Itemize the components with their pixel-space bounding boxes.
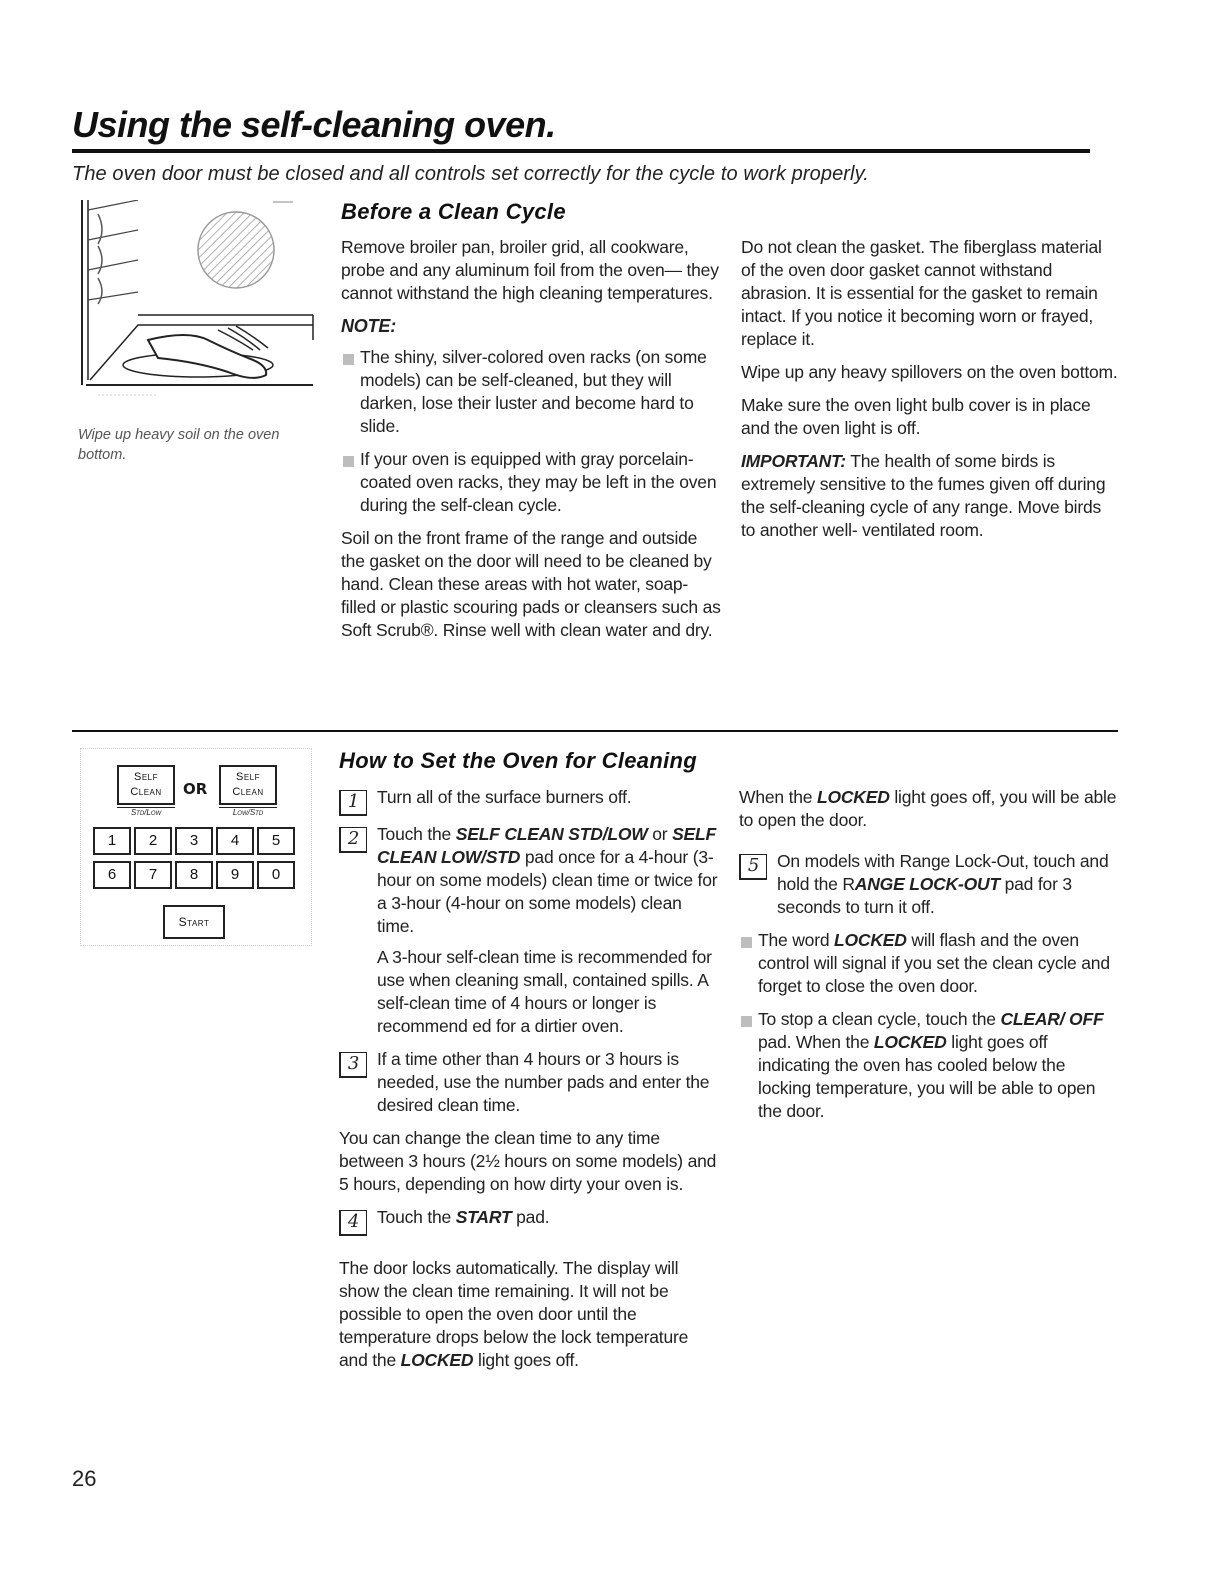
note-bullet-2-text: If your oven is equipped with gray porcelain-coated oven racks, they may be left in the oven during the self-clean cycle. <box>360 449 717 515</box>
oven-wipe-illustration <box>78 200 318 400</box>
number-key-0: 0 <box>257 861 295 889</box>
step-2 <box>339 823 719 1038</box>
key-label: Self <box>133 771 158 783</box>
number-key-3: 3 <box>175 827 213 855</box>
text-run: Touch the <box>377 824 456 844</box>
low-std-sublabel: Low/Std <box>219 807 277 817</box>
text-run: light goes off indicating the oven has cooled below the locking temperature, you will be able to open the door. <box>758 1032 1096 1121</box>
step-3 <box>339 1048 719 1117</box>
key-label: Clean <box>130 786 162 798</box>
gasket-paragraph: Do not clean the gasket. The fiberglass material of the oven door gasket cannot withstand abrasion. It is essential for the gasket to remain intact. If you notice it becoming worn or frayed, replace it. <box>741 237 1102 349</box>
note-bullet-1 <box>341 346 721 438</box>
step-number-badge: 1 <box>339 790 367 816</box>
text-run: or <box>647 824 673 844</box>
figure-caption: Wipe up heavy soil on the oven bottom. <box>78 427 280 463</box>
number-key-6: 6 <box>93 861 131 889</box>
title-rule <box>72 149 1090 153</box>
number-key-7: 7 <box>134 861 172 889</box>
keyword: SELF CLEAN LOW/STD <box>377 824 716 867</box>
key-label: Clean <box>232 786 264 798</box>
page-number: 26 <box>72 1466 97 1491</box>
note-bullet-2 <box>341 448 721 517</box>
note-label: NOTE: <box>341 316 396 336</box>
keyword: START <box>455 1207 512 1227</box>
self-clean-low-std-key <box>219 765 277 805</box>
bullet-square-icon <box>741 1016 752 1027</box>
text-run: light goes off. <box>473 1350 579 1370</box>
stop-cycle-bullet <box>739 1008 1119 1123</box>
howto-right-column <box>739 786 1119 1133</box>
bullet-square-icon <box>343 456 354 467</box>
text-run: light goes off, you will be able to open the door. <box>739 787 1117 830</box>
text-run: The word <box>758 930 835 950</box>
text-run: will flash and the oven control will signal if you set the clean cycle and forget to close the oven door. <box>758 930 1110 996</box>
number-key-2: 2 <box>134 827 172 855</box>
text-run: pad once for a 4-hour (3-hour on some models) clean time or twice for a 3-hour (4-hour on some models) clean time. <box>377 847 718 936</box>
step-4-text <box>377 1206 719 1229</box>
step-3-text: If a time other than 4 hours or 3 hours is needed, use the number pads and enter the desired clean time. <box>377 1049 710 1115</box>
or-label: OR <box>183 780 208 798</box>
step-number-badge: 5 <box>739 854 767 880</box>
before-paragraph-2: Soil on the front frame of the range and outside the gasket on the door will need to be cleaned by hand. Clean these areas with hot water, soap-filled or plastic scouring pads or cleansers such as Soft Scrub®. Rinse well with clean water and dry. <box>341 528 721 640</box>
howto-left-column <box>339 786 719 1382</box>
keyword: LOCKED <box>816 787 890 807</box>
std-low-sublabel: Std/Low <box>117 807 175 817</box>
before-right-column <box>741 236 1119 552</box>
important-label: IMPORTANT: <box>741 451 846 471</box>
spillover-paragraph: Wipe up any heavy spillovers on the oven bottom. <box>741 362 1118 382</box>
section-rule <box>72 730 1118 732</box>
page-title: Using the self-cleaning oven. <box>72 104 556 145</box>
text-run: pad. <box>511 1207 550 1227</box>
step-number-badge: 2 <box>339 827 367 853</box>
number-key-9: 9 <box>216 861 254 889</box>
self-clean-std-low-key <box>117 765 175 805</box>
text-run: Touch the <box>377 1207 456 1227</box>
start-key: Start <box>163 905 225 939</box>
important-paragraph <box>741 450 1119 542</box>
text-run: The door locks automatically. The display will show the clean time remaining. It will not be possible to open the oven door until the temperature drops below the lock temperature and the <box>339 1258 689 1370</box>
locked-flash-bullet <box>739 929 1119 998</box>
step-2-text <box>377 823 719 938</box>
keyword: SELF CLEAN STD/LOW <box>455 824 648 844</box>
before-left-column <box>341 236 721 652</box>
before-paragraph-1: Remove broiler pan, broiler grid, all cookware, probe and any aluminum foil from the oven— they cannot withstand the high cleaning temperatures. <box>341 237 719 303</box>
step-number-badge: 4 <box>339 1210 367 1236</box>
text-run: pad for 3 seconds to turn it off. <box>777 874 1072 917</box>
text-run: pad. When the <box>758 1032 874 1052</box>
keyword: ANGE LOCK-OUT <box>854 874 1000 894</box>
how-to-heading: How to Set the Oven for Cleaning <box>339 748 697 773</box>
keyword: LOCKED <box>873 1032 947 1052</box>
locked-light-paragraph <box>739 786 1119 832</box>
number-key-5: 5 <box>257 827 295 855</box>
important-text: The health of some birds is extremely sensitive to the fumes given off during the self-cleaning cycle of any range. Move birds to another well- ventilated room. <box>741 451 1106 540</box>
door-locks-paragraph <box>339 1257 719 1372</box>
number-key-1: 1 <box>93 827 131 855</box>
step-1-text: Turn all of the surface burners off. <box>377 787 632 807</box>
control-keypad-illustration <box>80 748 312 946</box>
number-key-8: 8 <box>175 861 213 889</box>
key-label: Self <box>235 771 260 783</box>
keyword: LOCKED <box>834 930 907 950</box>
step-1 <box>339 786 719 812</box>
text-run: On models with Range Lock-Out, touch and hold the R <box>777 851 1109 894</box>
bullet-square-icon <box>343 354 354 365</box>
step-4 <box>339 1206 719 1232</box>
change-time-paragraph: You can change the clean time to any time between 3 hours (2½ hours on some models) and 5 hours, depending on how dirty your oven is. <box>339 1128 717 1194</box>
keyword: LOCKED <box>400 1350 474 1370</box>
text-run: To stop a clean cycle, touch the <box>758 1009 1001 1029</box>
text-run: When the <box>739 787 817 807</box>
light-cover-paragraph: Make sure the oven light bulb cover is in place and the oven light is off. <box>741 395 1091 438</box>
page-subtitle: The oven door must be closed and all controls set correctly for the cycle to work properly. <box>72 163 869 185</box>
step-number-badge: 3 <box>339 1052 367 1078</box>
step-5 <box>739 850 1119 919</box>
keyword: CLEAR/ OFF <box>1000 1009 1104 1029</box>
before-clean-heading: Before a Clean Cycle <box>341 199 566 224</box>
bullet-square-icon <box>741 937 752 948</box>
step-5-text <box>777 850 1119 919</box>
note-bullet-1-text: The shiny, silver-colored oven racks (on some models) can be self-cleaned, but they will darken, lose their luster and become hard to slide. <box>360 347 707 436</box>
number-key-4: 4 <box>216 827 254 855</box>
step-2-note: A 3-hour self-clean time is recommended for use when cleaning small, contained spills. A self-clean time of 4 hours or longer is recommend ed for a dirtier oven. <box>377 947 712 1036</box>
